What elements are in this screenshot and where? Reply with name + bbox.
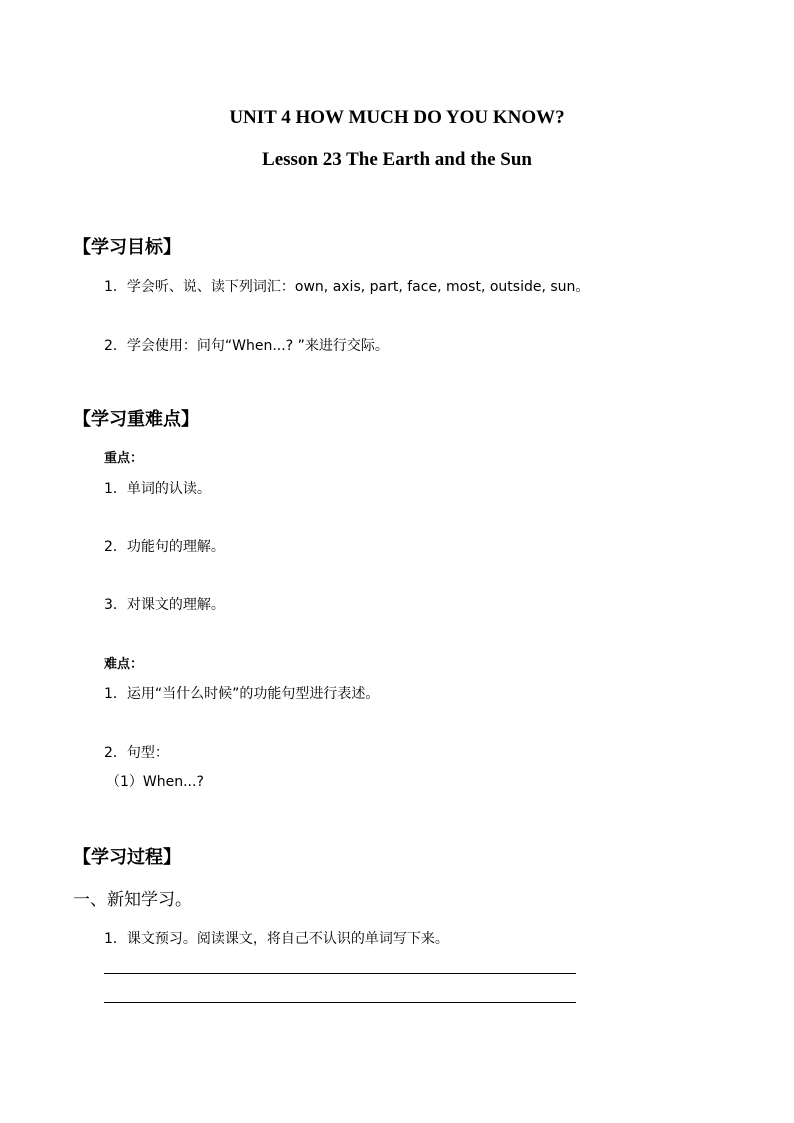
process-heading: 【学习过程】 bbox=[73, 847, 181, 868]
key-points-heading: 【学习重难点】 bbox=[73, 409, 199, 430]
answer-line-1[interactable] bbox=[104, 973, 576, 974]
focus-item-2: 2．功能句的理解。 bbox=[104, 539, 225, 555]
difficulty-item-3: （1）When...? bbox=[106, 774, 204, 790]
lesson-subtitle: Lesson 23 The Earth and the Sun bbox=[262, 149, 532, 170]
objective-item-1: 1．学会听、说、读下列词汇：own, axis, part, face, most, outside, sun。 bbox=[104, 279, 590, 295]
new-knowledge-heading: 一、新知学习。 bbox=[73, 890, 192, 910]
difficulty-item-2: 2．句型： bbox=[104, 745, 169, 761]
focus-item-3: 3．对课文的理解。 bbox=[104, 597, 225, 613]
document-title: UNIT 4 HOW MUCH DO YOU KNOW? bbox=[229, 107, 565, 128]
answer-line-2[interactable] bbox=[104, 1002, 576, 1003]
focus-item-1: 1．单词的认读。 bbox=[104, 481, 211, 497]
task-1: 1．课文预习。阅读课文，将自己不认识的单词写下来。 bbox=[104, 931, 449, 947]
difficulty-label: 难点： bbox=[104, 657, 144, 672]
difficulty-item-1: 1．运用“当什么时候”的功能句型进行表述。 bbox=[104, 686, 380, 702]
objectives-heading: 【学习目标】 bbox=[73, 237, 181, 258]
focus-label: 重点： bbox=[104, 451, 144, 466]
objective-item-2: 2．学会使用：问句“When...? ”来进行交际。 bbox=[104, 338, 389, 354]
